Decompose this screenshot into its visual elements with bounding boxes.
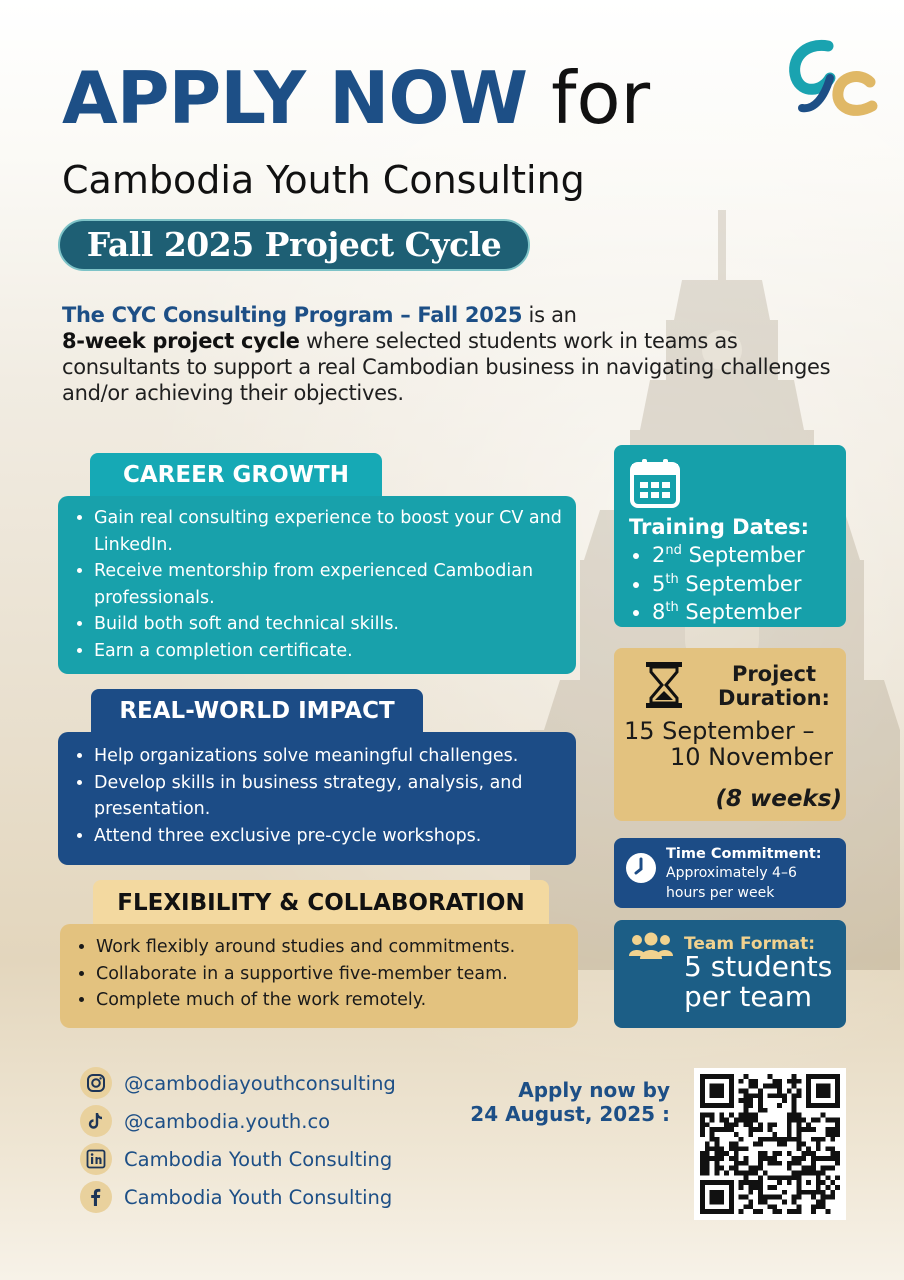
hourglass-icon <box>644 660 684 710</box>
list-item: • Complete much of the work remotely. <box>96 987 578 1014</box>
time-commitment-body: Approximately 4–6 hours per week <box>666 865 797 901</box>
training-date <box>652 539 805 568</box>
list-item: • Collaborate in a supportive five-member team. <box>96 961 578 988</box>
list-item: • Build both soft and technical skills. <box>94 611 576 638</box>
social-facebook[interactable] <box>80 1180 392 1214</box>
calendar-icon <box>629 457 681 509</box>
intro-rest: where selected students work in teams as consultants to support a real Cambodian business in navigating challenges and/or achieving their objectives. <box>62 329 831 405</box>
team-format-title: Team Format: <box>684 934 816 954</box>
list-item: • Receive mentorship from experienced Cambodian professionals. <box>94 558 576 611</box>
date-suffix: nd <box>665 543 682 558</box>
duration-dates <box>624 718 839 770</box>
title-apply-now: APPLY NOW <box>62 56 528 140</box>
list-item: • Attend three exclusive pre-cycle workshops. <box>94 823 576 850</box>
team-format-card <box>614 920 846 1028</box>
project-duration-card <box>614 648 846 821</box>
apply-line2: 24 August, 2025 : <box>470 1102 670 1126</box>
social-instagram[interactable] <box>80 1066 396 1100</box>
social-tiktok[interactable] <box>80 1104 330 1138</box>
list-item: • Work flexibly around studies and commitments. <box>96 934 578 961</box>
date-month: September <box>688 543 805 567</box>
cycle-pill: Fall 2025 Project Cycle <box>58 219 530 271</box>
career-growth-heading: CAREER GROWTH <box>90 453 382 497</box>
title-for: for <box>551 56 651 140</box>
facebook-icon <box>80 1181 112 1213</box>
list-item: • Earn a completion certificate. <box>94 638 576 665</box>
intro-paragraph <box>62 302 842 406</box>
date-suffix: th <box>665 600 679 615</box>
social-linkedin[interactable] <box>80 1142 392 1176</box>
date-day: 2 <box>652 543 666 567</box>
real-world-impact-heading: REAL-WORLD IMPACT <box>91 689 423 733</box>
date-suffix: th <box>665 571 679 587</box>
training-dates-title: Training Dates: <box>629 515 809 539</box>
training-dates-card <box>614 445 846 627</box>
flexibility-panel <box>60 924 578 1028</box>
team-format-line2: per team <box>684 980 813 1013</box>
apply-deadline <box>458 1078 670 1126</box>
page-subtitle: Cambodia Youth Consulting <box>62 158 585 202</box>
duration-end: 10 November <box>669 743 833 771</box>
duration-title-line1: Project <box>731 662 817 686</box>
list-item: • Gain real consulting experience to boost your CV and LinkedIn. <box>94 505 576 558</box>
real-world-impact-panel <box>58 732 576 865</box>
duration-weeks: (8 weeks) <box>715 786 842 812</box>
cyc-logo <box>784 36 880 120</box>
clock-icon <box>625 852 657 884</box>
linkedin-icon <box>80 1143 112 1175</box>
duration-title-line2: Duration: <box>718 686 830 710</box>
social-label: @cambodiayouthconsulting <box>124 1071 396 1095</box>
apply-line1: Apply now by <box>518 1078 670 1102</box>
career-growth-panel <box>58 496 576 674</box>
training-date <box>652 568 805 597</box>
social-label: @cambodia.youth.co <box>124 1109 331 1133</box>
date-month: September <box>685 571 802 596</box>
training-date <box>652 596 805 625</box>
cycle-length: 8-week project cycle <box>62 329 300 353</box>
duration-start: 15 September – <box>624 717 815 745</box>
program-name: The CYC Consulting Program – Fall 2025 <box>62 303 523 327</box>
project-duration-title <box>714 662 834 710</box>
flexibility-heading: FLEXIBILITY & COLLABORATION <box>93 880 549 926</box>
list-item: • Develop skills in business strategy, analysis, and presentation. <box>94 770 576 823</box>
instagram-icon <box>80 1067 112 1099</box>
intro-is-an: is an <box>522 303 577 327</box>
team-format-line1: 5 students <box>684 950 833 983</box>
time-commitment-title: Time Commitment: <box>666 846 822 862</box>
time-commitment-card <box>614 838 846 908</box>
date-month: September <box>685 600 802 624</box>
social-label: Cambodia Youth Consulting <box>124 1185 393 1209</box>
team-format-body <box>684 952 832 1012</box>
date-day: 5 <box>652 571 666 596</box>
list-item: • Help organizations solve meaningful challenges. <box>94 743 576 770</box>
team-icon <box>628 932 674 960</box>
page-title <box>62 58 650 138</box>
tiktok-icon <box>80 1105 112 1137</box>
date-day: 8 <box>652 600 666 624</box>
qr-code[interactable] <box>694 1068 846 1220</box>
social-label: Cambodia Youth Consulting <box>124 1147 393 1171</box>
